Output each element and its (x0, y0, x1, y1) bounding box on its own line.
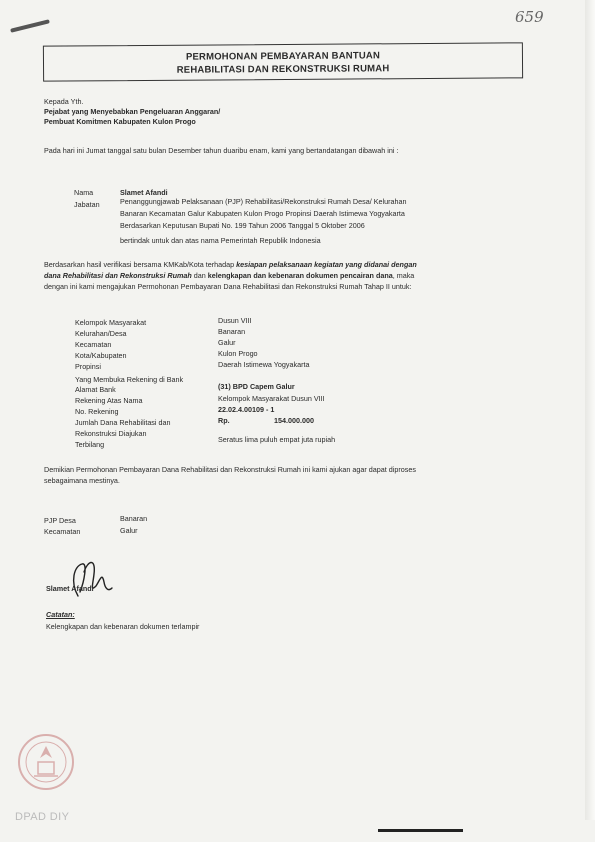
title-line-1: PERMOHONAN PEMBAYARAN BANTUAN (185, 50, 381, 63)
signatory-name: Slamet Afandi (46, 584, 94, 593)
bank-value: (31) BPD Capem Galur (218, 382, 295, 391)
scan-edge (585, 0, 595, 820)
jabatan-line-3: Berdasarkan Keputusan Bupati No. 199 Tahun 2006 Tanggal 5 Oktober 2006 (120, 221, 365, 230)
jabatan-line-4: bertindak untuk dan atas nama Pemerintah Republik Indonesia (120, 236, 321, 245)
body-line-3: dengan ini kami mengajukan Permohonan Pembayaran Dana Rehabilitasi dan Rekonstruksi Rumah Tahap II untuk: (44, 282, 412, 291)
title-line-2: REHABILITASI DAN REKONSTRUKSI RUMAH (176, 63, 390, 76)
body-text: Berdasarkan hasil verifikasi bersama KMKab/Kota terhadap (44, 260, 237, 269)
document-title (43, 42, 523, 81)
catatan-text: Kelengkapan dan kebenaran dokumen terlampir (46, 622, 200, 631)
closing-line-2: sebagaimana mestinya. (44, 476, 120, 485)
nama-label: Nama (74, 188, 94, 197)
jabatan-label: Jabatan (74, 200, 100, 209)
detail-value: Daerah Istimewa Yogyakarta (218, 360, 310, 369)
detail-label: Kota/Kabupaten (75, 351, 127, 360)
detail-label: Kelompok Masyarakat (75, 318, 147, 327)
detail-value: Galur (218, 338, 236, 347)
detail-label: Propinsi (75, 362, 101, 371)
addressee-line-2: Pembuat Komitmen Kabupaten Kulon Progo (44, 117, 196, 126)
terbilang-label: Terbilang (75, 440, 105, 449)
detail-label: Kecamatan (75, 340, 112, 349)
pjp-label: PJP Desa (44, 516, 76, 525)
body-line-2 (44, 271, 414, 281)
rekening-nama-value: Kelompok Masyarakat Dusun VIII (218, 394, 325, 403)
jumlah-value: 154.000.000 (274, 416, 314, 425)
scan-bar (378, 829, 463, 832)
archive-seal-icon (16, 732, 76, 792)
addressee-kepada: Kepada Yth. (44, 97, 84, 106)
kecamatan-value: Galur (120, 526, 138, 535)
detail-value: Banaran (218, 327, 246, 336)
body-text: dan (191, 271, 208, 280)
page-number: 659 (515, 8, 544, 26)
jabatan-line-2: Banaran Kecamatan Galur Kabupaten Kulon Progo Propinsi Daerah Istimewa Yogyakarta (120, 209, 405, 218)
rekening-nama-label: Rekening Atas Nama (75, 396, 143, 405)
body-emphasis: kesiapan pelaksanaan kegiatan yang didanai dengan (236, 260, 417, 269)
terbilang-value: Seratus lima puluh empat juta rupiah (218, 435, 336, 444)
body-line-1 (44, 260, 417, 270)
watermark-text: DPAD DIY (15, 811, 70, 823)
no-rekening-value: 22.02.4.00109 - 1 (218, 405, 275, 414)
jumlah-currency: Rp. (218, 416, 230, 425)
closing-line-1: Demikian Permohonan Pembayaran Dana Rehabilitasi dan Rekonstruksi Rumah ini kami ajukan agar dapat diproses (44, 465, 416, 474)
pjp-value: Banaran (120, 514, 148, 523)
addressee-line-1: Pejabat yang Menyebabkan Pengeluaran Anggaran/ (44, 107, 221, 116)
body-text: , maka (392, 271, 415, 280)
body-emphasis: kelengkapan dan kebenaran dokumen pencairan dana (207, 271, 393, 280)
jumlah-label-1: Jumlah Dana Rehabilitasi dan (75, 418, 171, 427)
intro-text: Pada hari ini Jumat tanggal satu bulan Desember tahun duaribu enam, kami yang bertandatangan dibawah ini : (44, 146, 399, 155)
nama-value: Slamet Afandi (120, 188, 168, 197)
detail-label: Kelurahan/Desa (75, 329, 127, 338)
jumlah-label-2: Rekonstruksi Diajukan (75, 429, 147, 438)
handwritten-signature-icon (66, 552, 116, 602)
detail-value: Dusun VIII (218, 316, 252, 325)
kecamatan-label: Kecamatan (44, 527, 81, 536)
bank-label-1: Yang Membuka Rekening di Bank (75, 375, 184, 384)
bank-label-2: Alamat Bank (75, 385, 116, 394)
detail-value: Kulon Progo (218, 349, 258, 358)
body-emphasis: dana Rehabilitasi dan Rekonstruksi Rumah (44, 271, 192, 280)
jabatan-line-1: Penanggungjawab Pelaksanaan (PJP) Rehabilitasi/Rekonstruksi Rumah Desa/ Kelurahan (120, 197, 407, 206)
no-rekening-label: No. Rekening (75, 407, 119, 416)
catatan-label: Catatan: (46, 610, 75, 619)
